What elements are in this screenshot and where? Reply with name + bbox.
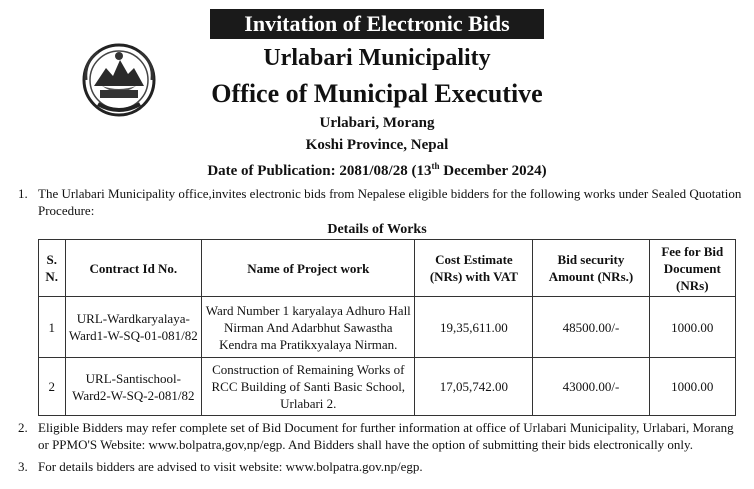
- paragraph-2-number: 2.: [18, 420, 28, 435]
- paragraph-1: [18, 185, 742, 221]
- paragraph-1-number: 1.: [18, 186, 28, 201]
- publication-date-sup: th: [431, 161, 440, 171]
- cell-bid-security: 43000.00/-: [533, 358, 649, 416]
- location-line-1: Urlabari, Morang: [319, 115, 435, 131]
- header-project-name: Name of Project work: [202, 240, 415, 297]
- paragraph-3-text: For details bidders are advised to visit website: www.bolpatra.gov.np/egp.: [38, 459, 423, 474]
- cell-bid-fee: 1000.00: [649, 297, 735, 358]
- table-header-row: [39, 240, 736, 297]
- header-sn: S. N.: [39, 240, 66, 297]
- header-cost-estimate: Cost Estimate (NRs) with VAT: [415, 240, 533, 297]
- cell-sn: 1: [39, 297, 66, 358]
- cell-cost-estimate: 19,35,611.00: [415, 297, 533, 358]
- paragraph-1-text: The Urlabari Municipality office,invites electronic bids from Nepalese eligible bidders for the following works under Sealed Quotation Procedure:: [38, 186, 742, 218]
- cell-project-name: Construction of Remaining Works of RCC Building of Santi Basic School, Urlabari 2.: [202, 358, 415, 416]
- office-name: Office of Municipal Executive: [211, 79, 543, 108]
- municipality-name: Urlabari Municipality: [263, 45, 491, 71]
- works-table: [38, 239, 736, 416]
- publication-date-prefix: Date of Publication: 2081/08/28 (13: [207, 163, 432, 179]
- cell-bid-fee: 1000.00: [649, 358, 735, 416]
- notice-banner-title: Invitation of Electronic Bids: [210, 9, 544, 39]
- table-row: [39, 297, 736, 358]
- table-row: [39, 358, 736, 416]
- cell-cost-estimate: 17,05,742.00: [415, 358, 533, 416]
- cell-project-name: Ward Number 1 karyalaya Adhuro Hall Nirman And Adarbhut Sawastha Kendra ma Pratikxyalaya Nirman.: [202, 297, 415, 358]
- cell-bid-security: 48500.00/-: [533, 297, 649, 358]
- paragraph-3: [18, 458, 742, 476]
- paragraph-2: [18, 419, 742, 455]
- location-line-2: Koshi Province, Nepal: [305, 137, 449, 153]
- header-contract-id: Contract Id No.: [65, 240, 202, 297]
- publication-date-suffix: December 2024): [439, 163, 547, 179]
- paragraph-2-text: Eligible Bidders may refer complete set of Bid Document for further information at office of Urlabari Municipality, Urlabari, Morang or PPMO'S Website: www.bolpatra,gov,np/egp. And Bidders shall have the option of submitting their bids electronically only.: [38, 420, 734, 452]
- header-bid-security: Bid security Amount (NRs.): [533, 240, 649, 297]
- paragraph-3-number: 3.: [18, 459, 28, 474]
- publication-date: [0, 161, 754, 180]
- details-of-works-title: Details of Works: [327, 222, 427, 237]
- cell-sn: 2: [39, 358, 66, 416]
- cell-contract-id: URL-Santischool-Ward2-W-SQ-2-081/82: [65, 358, 202, 416]
- cell-contract-id: URL-Wardkaryalaya-Ward1-W-SQ-01-081/82: [65, 297, 202, 358]
- header-bid-fee: Fee for Bid Document (NRs): [649, 240, 735, 297]
